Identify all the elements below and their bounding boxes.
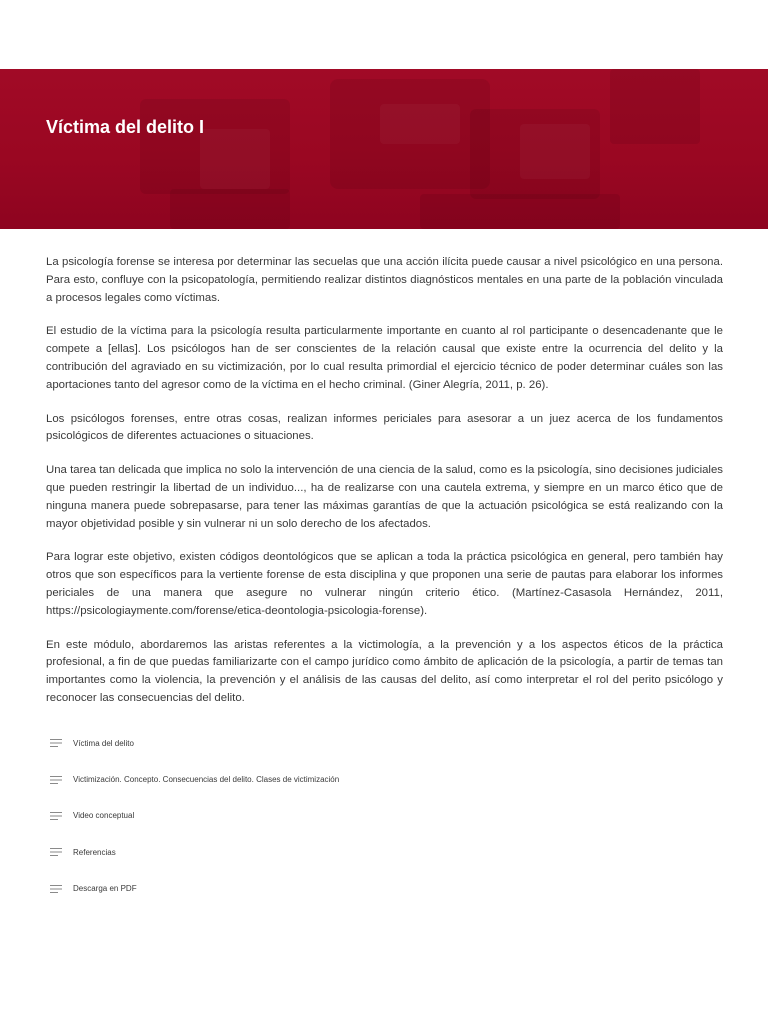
paragraph: Para lograr este objetivo, existen códigos deontológicos que se aplican a toda la práctica psicológica en general, pero también hay otros que son específicos para la vertiente forense de esta disciplina y que proponen una serie de pautas para elaborar los informes periciales de una manera que asegure no vulnerar ningún criterio ético. (Martínez-Casasola Hernández, 2011, https://psicologiaymente.com/forense/etica-deontologia-psicologia-forense). bbox=[46, 551, 723, 617]
table-of-contents bbox=[46, 725, 723, 907]
intro-text bbox=[46, 254, 723, 724]
paragraph: La psicología forense se interesa por determinar las secuelas que una acción ilícita puede causar a nivel psicológico en una persona. Para esto, confluye con la psicopatología, permitiendo realizar distintos diagnósticos mentales en una parte de la población vinculada a procesos legales como víctimas. bbox=[46, 256, 723, 304]
toc-item-label: Víctima del delito bbox=[73, 738, 134, 748]
toc-item-label: Victimización. Concepto. Consecuencias del delito. Clases de victimización bbox=[73, 775, 340, 785]
toc-item-victima-del-delito[interactable] bbox=[46, 725, 723, 761]
toc-item-label: Descarga en PDF bbox=[73, 884, 137, 894]
toc-item-label: Referencias bbox=[73, 847, 116, 857]
text-lines-icon bbox=[49, 771, 63, 789]
page-title: Víctima del delito I bbox=[46, 117, 205, 137]
hero-banner bbox=[0, 69, 768, 229]
toc-item-label: Video conceptual bbox=[73, 811, 135, 821]
hero-background-image bbox=[0, 69, 768, 229]
toc-item-referencias[interactable] bbox=[46, 834, 723, 870]
text-lines-icon bbox=[49, 807, 63, 825]
toc-item-descarga-pdf[interactable] bbox=[46, 871, 723, 907]
text-lines-icon bbox=[49, 734, 63, 752]
text-lines-icon bbox=[49, 843, 63, 861]
toc-item-video-conceptual[interactable] bbox=[46, 798, 723, 834]
paragraph: Los psicólogos forenses, entre otras cosas, realizan informes periciales para asesorar a un juez acerca de los fundamentos psicológicos de diferentes actuaciones o situaciones. bbox=[46, 412, 723, 443]
paragraph: En este módulo, abordaremos las aristas referentes a la victimología, a la prevención y a los aspectos éticos de la práctica profesional, a fin de que puedas familiarizarte con el campo jurídico como ámbito de aplicación de la psicología, a partir de temas tan importantes como la violencia, la prevención y el análisis de las causas del delito, así como interpretar el rol del perito psicólogo y reconocer las consecuencias del delito. bbox=[46, 638, 723, 704]
paragraph: Una tarea tan delicada que implica no solo la intervención de una ciencia de la salud, como es la psicología, sino decisiones judiciales que pueden restringir la libertad de un individuo..., ha de realizarse con una cautela extrema, y siempre en un marco ético que de ninguna manera puede sobrepasarse, para tener las máximas garantías de que la actuación psicológica se está realizando con la mayor objetividad posible y sin vulnerar ni un solo derecho de los afectados. bbox=[46, 464, 723, 530]
toc-item-victimizacion[interactable] bbox=[46, 761, 723, 797]
text-lines-icon bbox=[49, 880, 63, 898]
paragraph: El estudio de la víctima para la psicología resulta particularmente importante en cuanto al rol participante o desencadenante que le compete a [ellas]. Los psicólogos han de ser conscientes de la relación causal que existe entre la ocurrencia del delito y la contribución del agraviado en su victimización, por lo cual resulta primordial el ejercicio técnico de poder determinar cuáles son las aportaciones tanto del agresor como de la víctima en el hecho criminal. (Giner Alegría, 2011, p. 26). bbox=[46, 325, 723, 391]
